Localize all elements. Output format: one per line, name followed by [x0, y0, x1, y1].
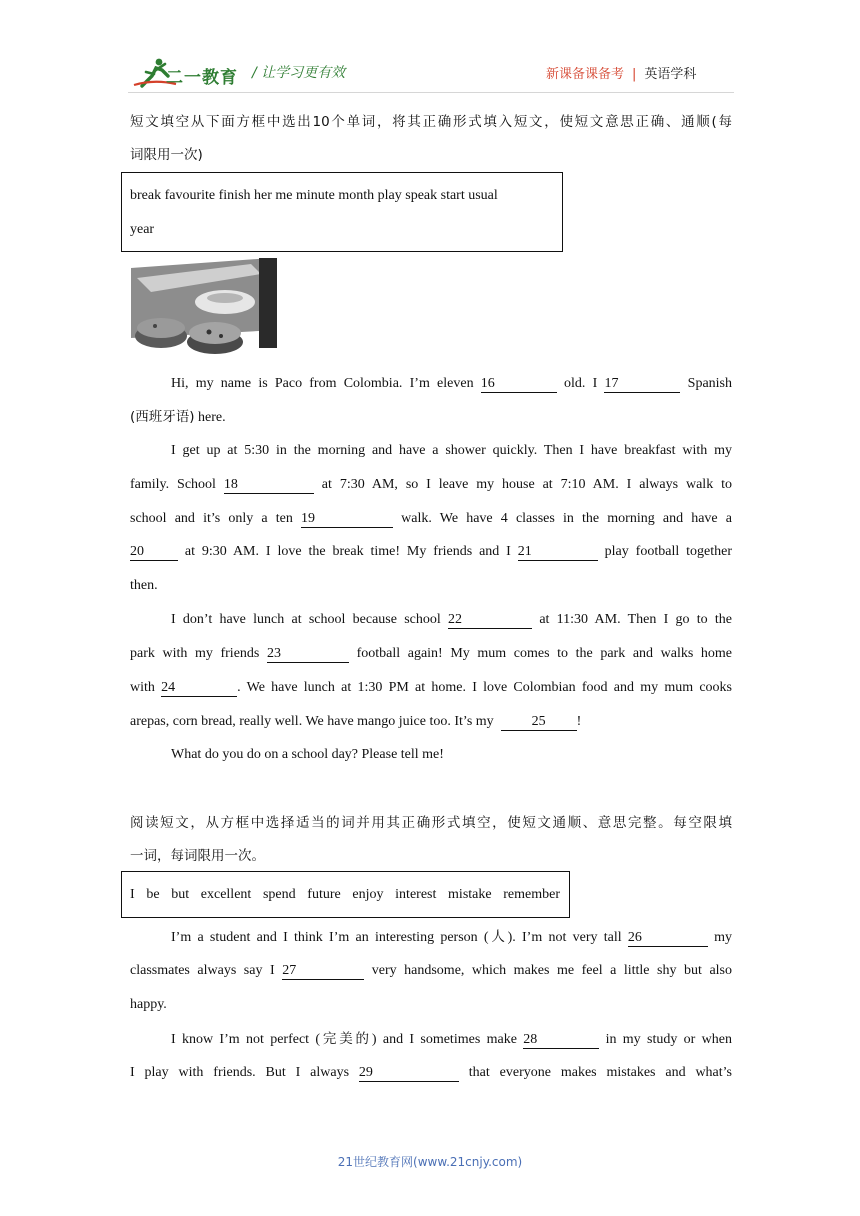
- p3-text-d: football again! My mum comes to the park and walks home: [356, 646, 733, 661]
- s2-p1-text-a: I’m a student and I think I’m an interesting person (: [171, 930, 489, 945]
- p2-line4: [130, 542, 732, 562]
- word-box-2: [121, 871, 570, 918]
- p2-text-d: walk. We have 4 classes in the morning and have a: [401, 511, 733, 526]
- blank-27[interactable]: 27: [282, 963, 364, 980]
- p3-text-c: park with my friends: [130, 646, 260, 661]
- header-separator: |: [632, 67, 637, 82]
- blank-23[interactable]: 23: [267, 646, 349, 663]
- blank-29[interactable]: 29: [359, 1065, 459, 1082]
- blank-19[interactable]: 19: [301, 511, 393, 528]
- p1-text-c: Spanish: [687, 376, 732, 391]
- p3-line3: [130, 678, 732, 698]
- header-subject: [546, 63, 696, 82]
- p3-text-a: I don’t have lunch at school because school: [171, 612, 441, 627]
- blank-20[interactable]: 20: [130, 544, 178, 561]
- section1-instruction-cont: 词限用一次): [130, 147, 203, 163]
- s2-p1-text-d: classmates always say I: [130, 963, 275, 978]
- header-course-label: 新课备课备考: [546, 67, 625, 82]
- header-divider: [128, 92, 734, 93]
- p3-text-b: at 11:30 AM. Then I go to the: [539, 612, 733, 627]
- p1-line1: [171, 374, 732, 394]
- page-footer: 21世纪教育网(www.21cnjy.com): [337, 1155, 523, 1169]
- p1-here: here.: [194, 410, 226, 425]
- p3-text-f: . We have lunch at 1:30 PM at home. I love Colombian food and my mum cooks: [237, 680, 732, 695]
- blank-24[interactable]: 24: [161, 680, 237, 697]
- p2-text-f: play football together: [604, 544, 732, 559]
- p2-line5: then.: [130, 578, 158, 593]
- blank-21[interactable]: 21: [518, 544, 598, 561]
- p3-line4: [130, 712, 732, 732]
- s2-p2-text-a: I know I’m not perfect (: [171, 1032, 321, 1047]
- p1-line2: [130, 407, 732, 428]
- p2-text-e: at 9:30 AM. I love the break time! My friends and I: [184, 544, 511, 559]
- s2-p1-line1: [171, 927, 732, 948]
- blank-17[interactable]: 17: [604, 376, 680, 393]
- section2-instruction-cont: 一词，每词限用一次。: [130, 848, 265, 864]
- section2-instruction: 阅读短文，从方框中选择适当的词并用其正确形式填空，使短文通顺、意思完整。每空限填: [130, 815, 732, 831]
- p2-text-a: family. School: [130, 477, 216, 492]
- section1-instruction: 短文填空从下面方框中选出10个单词，将其正确形式填入短文，使短文意思正确、通顺(每: [130, 114, 732, 130]
- blank-16[interactable]: 16: [481, 376, 557, 393]
- p1-spanish-note: (西班牙语): [130, 409, 195, 425]
- header-subject-label: 英语学科: [644, 67, 697, 82]
- header-slogan: / 让学习更有效: [252, 65, 346, 81]
- word-box-2-words: I be but excellent spend future enjoy interest mistake remember: [130, 887, 560, 902]
- p3-line2: [130, 644, 732, 664]
- s2-p1-text-e: very handsome, which makes me feel a little shy but also: [371, 963, 732, 978]
- word-box-1-line2: year: [130, 222, 155, 237]
- p1-text-a: Hi, my name is Paco from Colombia. I’m eleven: [171, 376, 474, 391]
- blank-28[interactable]: 28: [523, 1032, 599, 1049]
- word-box-1-line1: break favourite finish her me minute month play speak start usual: [130, 188, 498, 203]
- p4-line: What do you do on a school day? Please tell me!: [171, 747, 444, 762]
- s2-p2-line2: [130, 1063, 732, 1083]
- blank-26[interactable]: 26: [628, 930, 708, 947]
- blank-22[interactable]: 22: [448, 612, 532, 629]
- breakfast-photo: [131, 258, 277, 358]
- p3-text-h: !: [576, 714, 582, 729]
- p2-line3: [130, 509, 732, 529]
- word-box-1: [121, 172, 563, 252]
- p3-line1: [171, 610, 732, 630]
- p2-text-b: at 7:30 AM, so I leave my house at 7:10 AM. I always walk to: [321, 477, 733, 492]
- s2-p1-text-b: ). I’m not very tall: [507, 930, 622, 945]
- s2-p2-text-d: I play with friends. But I always: [130, 1065, 350, 1080]
- p2-line2: [130, 475, 732, 495]
- s2-p2-line1: [171, 1029, 732, 1050]
- s2-p1-cn: 人: [488, 929, 508, 945]
- s2-p1-line2: [130, 961, 732, 981]
- s2-p2-cn: 完美的: [320, 1031, 372, 1047]
- s2-p1-line3: happy.: [130, 997, 167, 1012]
- s2-p2-text-b: ) and I sometimes make: [371, 1032, 517, 1047]
- logo-text: 二一教育: [166, 68, 238, 88]
- s2-p1-text-c: my: [714, 930, 733, 945]
- s2-p2-text-c: in my study or when: [605, 1032, 732, 1047]
- p2-line1: I get up at 5:30 in the morning and have a shower quickly. Then I have breakfast with my: [171, 443, 732, 458]
- p2-text-c: school and it’s only a ten: [130, 511, 293, 526]
- blank-25[interactable]: 25: [501, 714, 577, 731]
- page-header: [0, 0, 860, 96]
- p1-text-b: old. I: [563, 376, 598, 391]
- p3-text-e: with: [130, 680, 155, 695]
- blank-18[interactable]: 18: [224, 477, 314, 494]
- s2-p2-text-e: that everyone makes mistakes and what’s: [468, 1065, 732, 1080]
- p3-text-g: arepas, corn bread, really well. We have mango juice too. It’s my: [130, 714, 494, 729]
